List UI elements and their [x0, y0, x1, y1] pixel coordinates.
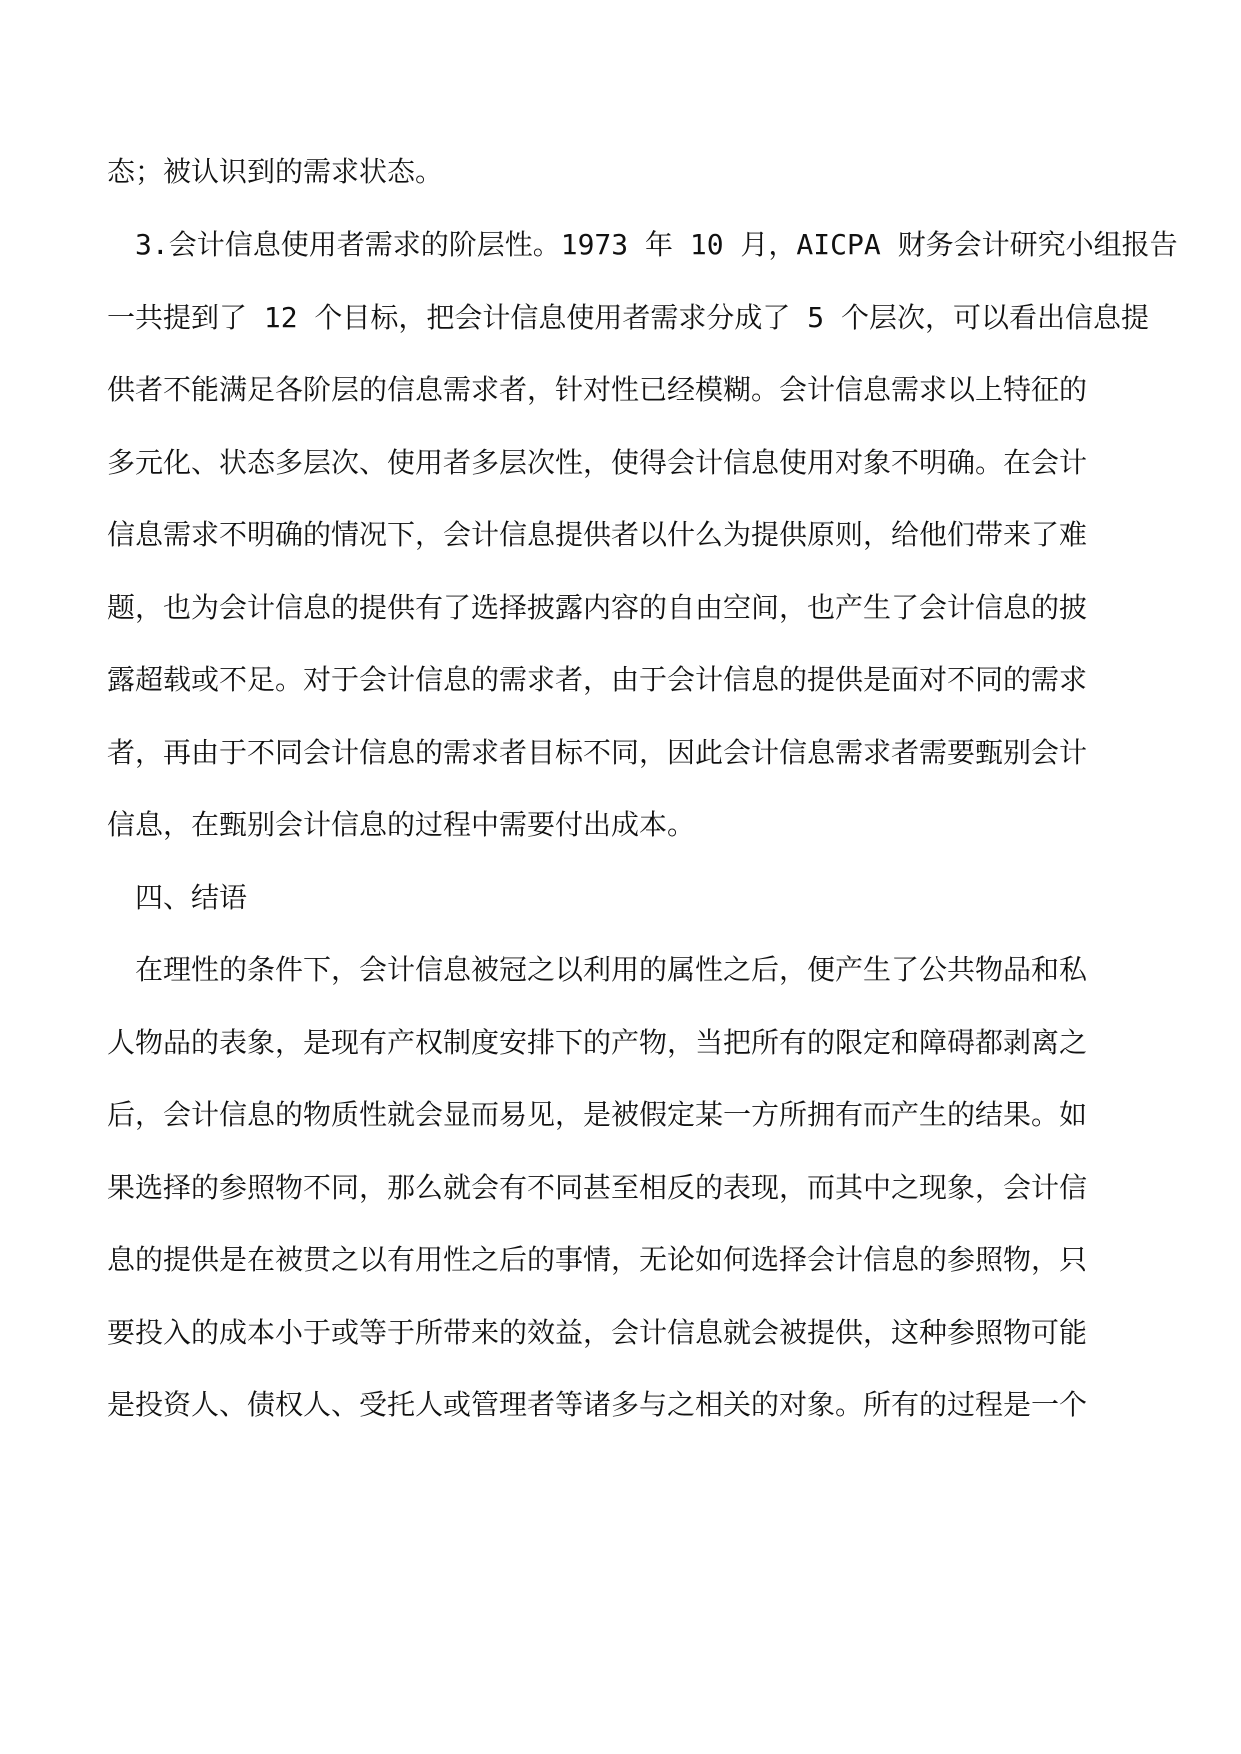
text-line: 果选择的参照物不同，那么就会有不同甚至相反的表现，而其中之现象，会计信 — [107, 1171, 1088, 1204]
text-line: 人物品的表象，是现有产权制度安排下的产物，当把所有的限定和障碍都剥离之 — [107, 1026, 1088, 1059]
text-line: 信息，在甄别会计信息的过程中需要付出成本。 — [107, 808, 696, 841]
text-line: 后，会计信息的物质性就会显而易见，是被假定某一方所拥有而产生的结果。如 — [107, 1098, 1088, 1131]
text-line: 供者不能满足各阶层的信息需求者，针对性已经模糊。会计信息需求以上特征的 — [107, 373, 1088, 406]
text-line: 是投资人、债权人、受托人或管理者等诸多与之相关的对象。所有的过程是一个 — [107, 1388, 1088, 1421]
text-line: 息的提供是在被贯之以有用性之后的事情，无论如何选择会计信息的参照物，只 — [107, 1243, 1088, 1276]
text-line: 要投入的成本小于或等于所带来的效益，会计信息就会被提供，这种参照物可能 — [107, 1316, 1088, 1349]
text-line: 信息需求不明确的情况下，会计信息提供者以什么为提供原则，给他们带来了难 — [107, 518, 1088, 551]
text-line: 者，再由于不同会计信息的需求者目标不同，因此会计信息需求者需要甄别会计 — [107, 736, 1088, 769]
text-line: 一共提到了 12 个目标，把会计信息使用者需求分成了 5 个层次，可以看出信息提 — [107, 301, 1150, 334]
text-line: 题，也为会计信息的提供有了选择披露内容的自由空间，也产生了会计信息的披 — [107, 591, 1088, 624]
text-line: 露超载或不足。对于会计信息的需求者，由于会计信息的提供是面对不同的需求 — [107, 663, 1088, 696]
text-line: 态；被认识到的需求状态。 — [107, 155, 444, 188]
text-line: 多元化、状态多层次、使用者多层次性，使得会计信息使用对象不明确。在会计 — [107, 446, 1088, 479]
text-line: 3.会计信息使用者需求的阶层性。1973 年 10 月，AICPA 财务会计研究小组报告 — [107, 228, 1178, 261]
text-line: 在理性的条件下，会计信息被冠之以利用的属性之后，便产生了公共物品和私 — [107, 953, 1088, 986]
section-heading: 四、结语 — [107, 881, 248, 914]
